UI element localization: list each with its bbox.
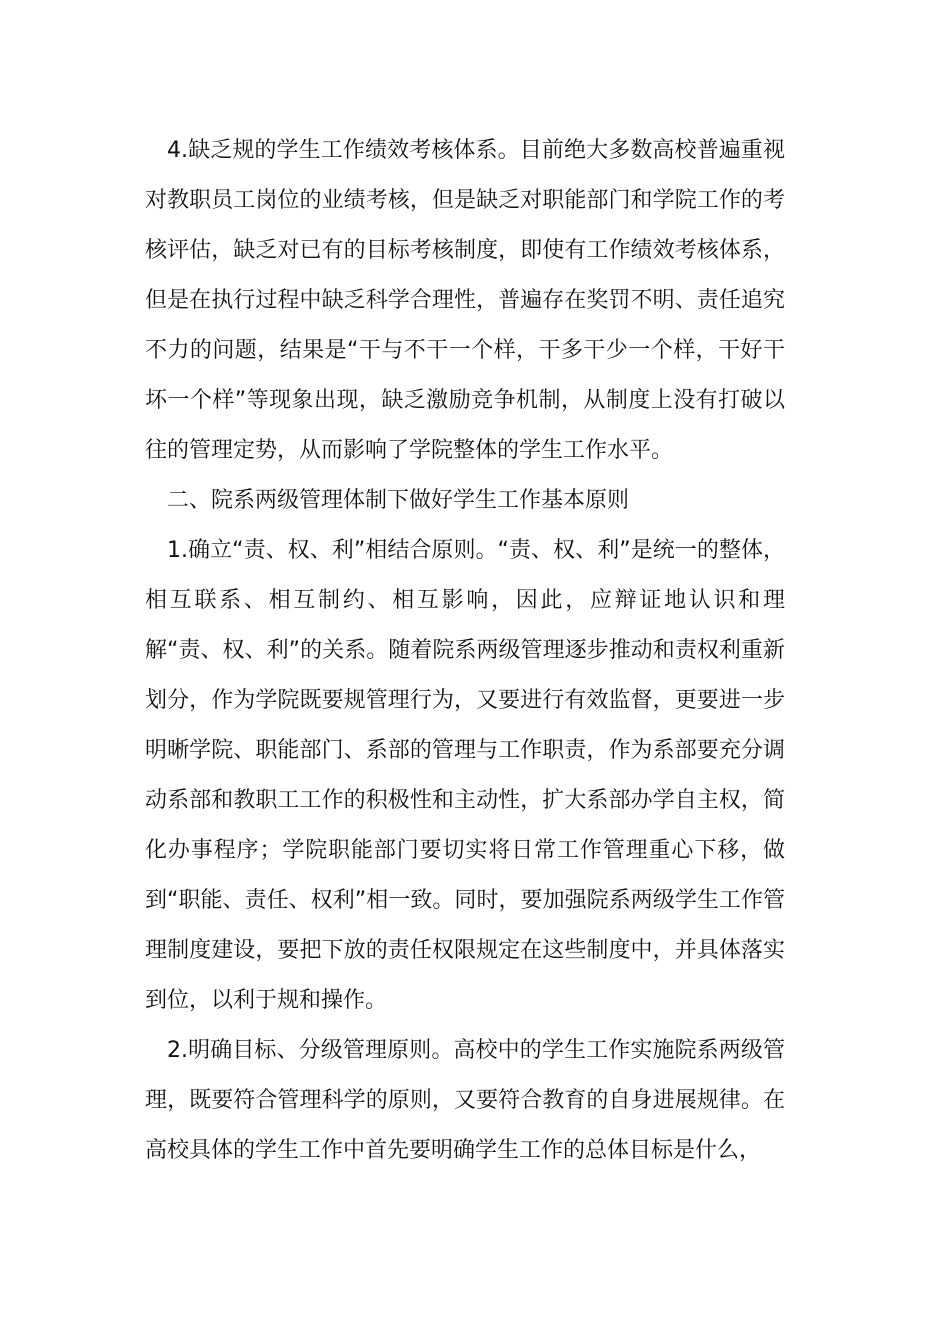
- section-heading-principles: 二、院系两级管理体制下做好学生工作基本原则: [167, 488, 630, 513]
- paragraph-target-principle: 2.明确目标、分级管理原则。高校中的学生工作实施院系两级管理，既要符合管理科学的原则，又要符合教育的自身进展规律。在高校具体的学生工作中首先要明确学生工作的总体目标是什么，: [145, 1038, 785, 1163]
- document-body: [145, 126, 785, 1176]
- paragraph-performance-assessment: 4.缺乏规的学生工作绩效考核体系。目前绝大多数高校普遍重视对教职员工岗位的业绩考核，但是缺乏对职能部门和学院工作的考核评估，缺乏对已有的目标考核制度，即使有工作绩效考核体系，但是在执行过程中缺乏科学合理性，普遍存在奖罚不明、责任追究不力的问题，结果是“干与不干一个样，干多干少一个样，干好干坏一个样”等现象出现，缺乏激励竞争机制，从制度上没有打破以往的管理定势，从而影响了学院整体的学生工作水平。: [145, 138, 785, 463]
- paragraph-responsibility-principle: 1.确立“责、权、利”相结合原则。“责、权、利”是统一的整体，相互联系、相互制约、相互影响，因此，应辩证地认识和理解“责、权、利”的关系。随着院系两级管理逐步推动和责权利重新划分，作为学院既要规管理行为，又要进行有效监督，更要进一步明晰学院、职能部门、系部的管理与工作职责，作为系部要充分调动系部和教职工工作的积极性和主动性，扩大系部办学自主权，简化办事程序；学院职能部门要切实将日常工作管理重心下移，做到“职能、责任、权利”相一致。同时，要加强院系两级学生工作管理制度建设，要把下放的责任权限规定在这些制度中，并具体落实到位，以利于规和操作。: [145, 538, 785, 1013]
